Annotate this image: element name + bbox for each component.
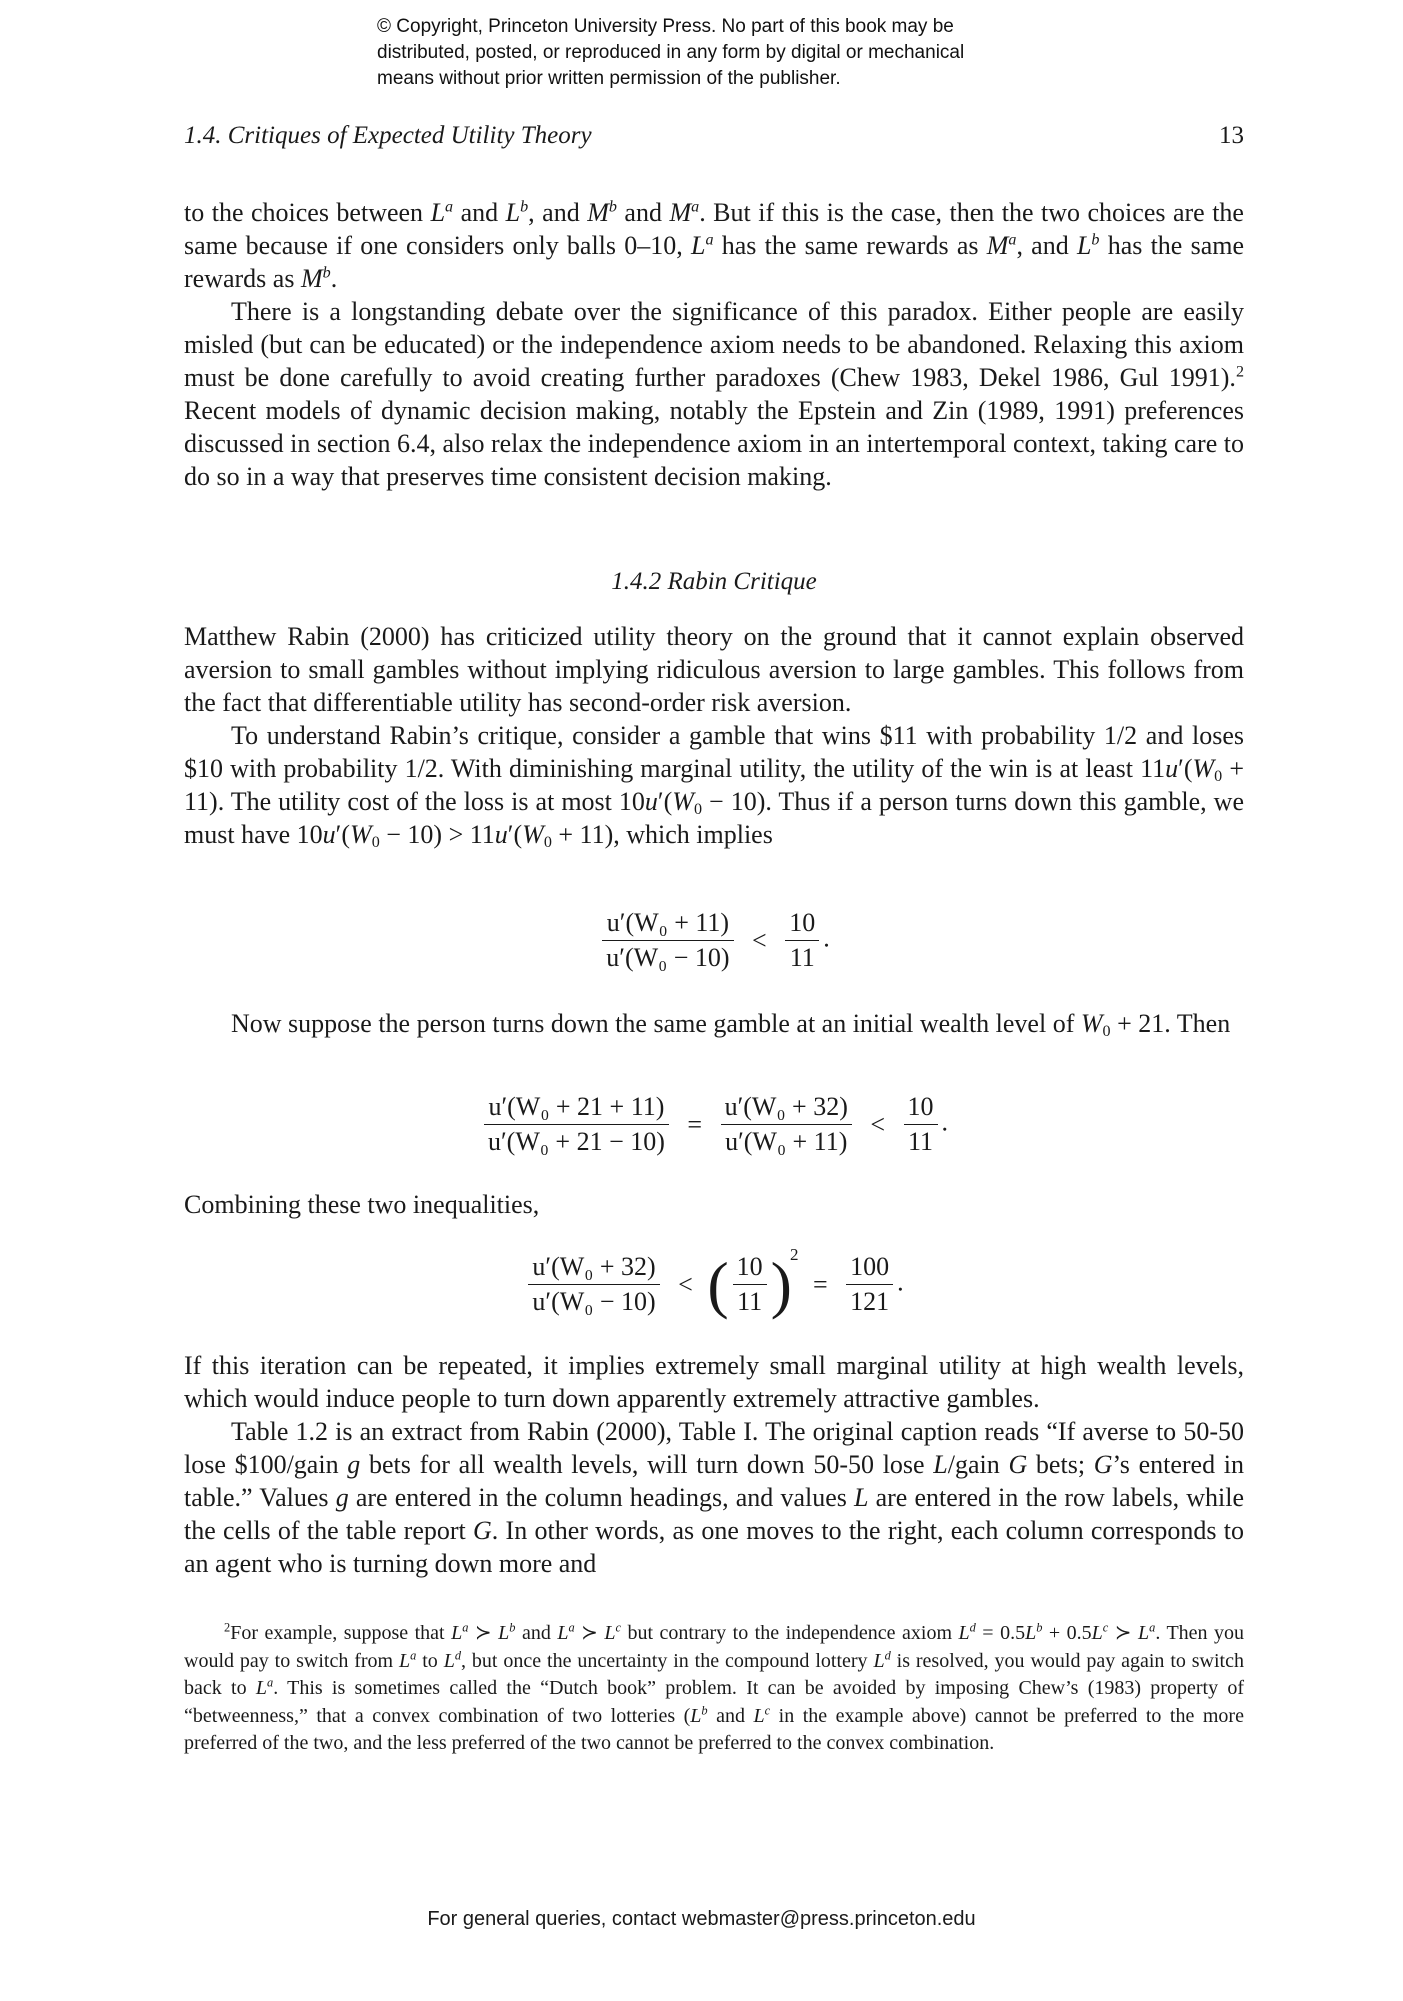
page-number: 13 [1219, 122, 1244, 149]
copyright-line-1: © Copyright, Princeton University Press. No part of this book may be [377, 16, 954, 37]
paragraph-rabin-intro: Matthew Rabin (2000) has criticized utility theory on the ground that it cannot explain observed aversion to small gambles without implying ridiculous aversion to large gambles. This follows from the fact that differentiable utility has second-order risk aversion. [184, 622, 1244, 717]
paragraph-table-extract: Table 1.2 is an extract from Rabin (2000), Table I. The original caption reads “If averse to 50-50 lose $100/gain g bets for all wealth levels, will turn down 50-50 lose L/gain G bets; G’s entered in table.” Values g are entered in the column headings, and values L are entered in the row labels, while the cells of the table report G. In other words, as one moves to the right, each column corresponds to an agent who is turning down more and [184, 1417, 1245, 1578]
body-text-block-1 [184, 196, 1244, 493]
equation-3: $\frac{\text{u′(W₀ + 32)}}{\text{u′(W₀ − 10)}}$ < ( $\frac{10}{11}$ )2 = $\frac{100}{121}$ . [184, 1252, 1244, 1317]
equation-1-lhs: $\frac{\text{u′(W₀ + 11)}}{\text{u′(W₀ − 10)}}$ [602, 908, 733, 973]
paragraph-combining: Combining these two inequalities, [184, 1190, 540, 1219]
paragraph-rabin-gamble: To understand Rabin’s critique, consider a gamble that wins $11 with probability 1/2 and loses $10 with probability 1/2. With diminishing marginal utility, the utility of the win is at least $11u'(W_0 + 11)$. The utility cost of the loss is at most $10u'(W_0 - 10)$. Thus if a person turns down this gamble, we must have $10u'(W_0 - 10) > 11u'(W_0 + 11)$, which implies [184, 721, 1244, 852]
footnote [184, 1620, 1244, 1758]
paragraph-iteration: If this iteration can be repeated, it implies extremely small marginal utility at high wealth levels, which would induce people to turn down apparently extremely attractive gambles. [184, 1351, 1244, 1413]
section-heading: 1.4.2 Rabin Critique [611, 568, 817, 595]
equation-1-rhs: $\frac{10}{11}$ [785, 908, 819, 973]
footer-contact: For general queries, contact webmaster@press.princeton.edu [427, 1908, 976, 1930]
footnote-text: $^2$For example, suppose that $L^a$ ≻ $L^b$ and $L^a$ ≻ $L^c$ but contrary to the independence axiom $L^d = 0.5L^b + 0.5L^c$ ≻ $L^a$. Then you would pay to switch from $L^a$ to $L^d$, but once the uncertainty in the compound lottery $L^d$ is resolved, you would pay again to switch back to $L^a$. This is sometimes called the “Dutch book” problem. It can be avoided by imposing Chew’s (1983) property of “betweenness,” that a convex combination of two lotteries ($L^b$ and $L^c$ in the example above) cannot be preferred to the more preferred of the two, and the less preferred of the two cannot be preferred to the convex combination. [184, 1620, 1245, 1754]
paragraph-paradox-debate: There is a longstanding debate over the significance of this paradox. Either people are easily misled (but can be educated) or the independence axiom needs to be abandoned. Relaxing this axiom must be done carefully to avoid creating further paradoxes (Chew 1983, Dekel 1986, Gul 1991).$^2$ Recent models of dynamic decision making, notably the Epstein and Zin (1989, 1991) preferences discussed in section 6.4, also relax the independence axiom in an intertemporal context, taking care to do so in a way that preserves time consistent decision making. [184, 297, 1244, 491]
paragraph-wealth-level: Now suppose the person turns down the same gamble at an initial wealth level of $W_0 + 21$. Then [231, 1009, 1231, 1041]
equation-1: $\frac{\text{u′(W₀ + 11)}}{\text{u′(W₀ − 10)}}$ < $\frac{10}{11}$ . [184, 908, 1244, 973]
body-text-block-3 [184, 1007, 1244, 1040]
copyright-line-2: distributed, posted, or reproduced in any form by digital or mechanical [377, 42, 965, 63]
running-head-section: 1.4. Critiques of Expected Utility Theory [184, 122, 592, 149]
body-text-block-4 [184, 1188, 1244, 1221]
body-text-block-2 [184, 620, 1244, 851]
paragraph-allais-continued: to the choices between $L^a$ and $L^b$, and $M^b$ and $M^a$. But if this is the case, then the two choices are the same because if one considers only balls 0–10, $L^a$ has the same rewards as $M^a$, and $L^b$ has the same rewards as $M^b$. [184, 198, 1245, 293]
running-head [184, 122, 1244, 154]
copyright-notice [377, 14, 1137, 92]
footnote-number: 2 [224, 1620, 231, 1635]
body-text-block-5 [184, 1349, 1244, 1580]
footnote-ref: 2 [1235, 363, 1244, 381]
equation-2: $\frac{\text{u′(W₀ + 21 + 11)}}{\text{u′(W₀ + 21 − 10)}}$ = $\frac{\text{u′(W₀ + 32)}}{\text{u′(W₀ + 11)}}$ < $\frac{10}{11}$ . [184, 1092, 1244, 1157]
copyright-line-3: means without prior written permission of the publisher. [377, 68, 841, 89]
